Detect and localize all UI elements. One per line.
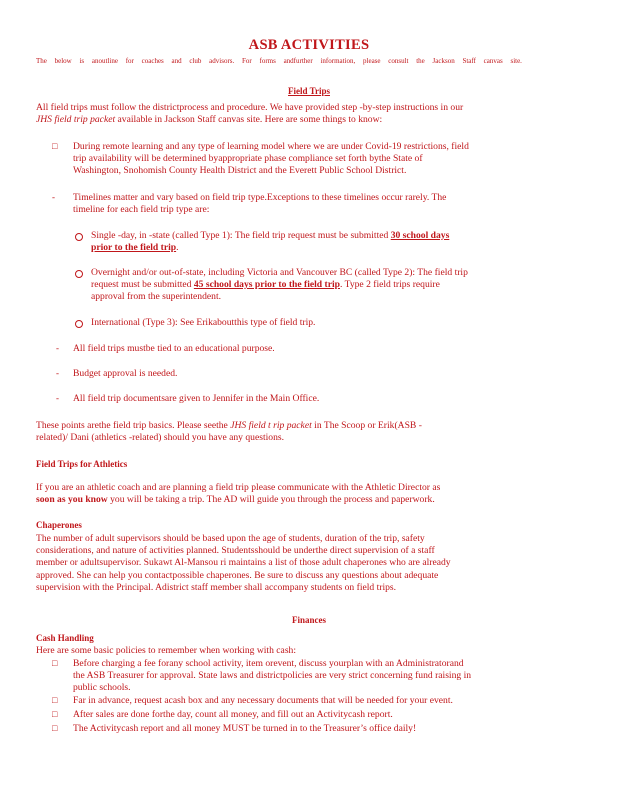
dash-marker: - <box>56 393 59 403</box>
page-subtitle: The below is anoutline for coaches and club advisors. For forms andfurther information, please consult the Jackson Staff canvas site. <box>36 57 522 65</box>
circle-bullet-icon <box>75 320 83 330</box>
bullet-marker-icon: □ <box>52 695 58 705</box>
dash-marker: - <box>52 192 55 202</box>
dash-item: Budget approval is needed. <box>73 368 178 379</box>
cash-bullet: After sales are done forthe day, count all money, and fill out an Activitycash report. <box>73 709 393 720</box>
circle-bullet-icon <box>75 233 83 243</box>
athletics-heading: Field Trips for Athletics <box>36 459 128 469</box>
cash-bullet: Before charging a fee forany school activity, item orevent, discuss yourplan with an Administratorand the ASB Treasurer for approval. State laws and districtpolicies are very strict concerning fund raising in public schools. <box>73 658 472 694</box>
cash-bullet: The Activitycash report and all money MUST be turned in to the Treasurer’s office daily! <box>73 723 417 734</box>
covid-bullet: During remote learning and any type of learning model where we are under Covid-19 restrictions, field trip availability will be determined byappropriate phase compliance set forth bythe State of Washington, Snohomish County Health District and the Everett Public School District. <box>73 141 469 177</box>
circle-bullet-icon <box>75 270 83 280</box>
bullet-marker-icon: □ <box>52 141 58 151</box>
type3-item: International (Type 3): See Erikaboutthis type of field trip. <box>91 317 316 328</box>
bullet-marker-icon: □ <box>52 658 58 668</box>
bullet-marker-icon: □ <box>52 709 58 719</box>
type2-item: Overnight and/or out-of-state, including Victoria and Vancouver BC (called Type 2): The field trip request must be submitted 45 school days prior to the field trip. Type 2 field trips require approval from the superintendent. <box>91 267 468 303</box>
dash-marker: - <box>56 343 59 353</box>
finances-heading: Finances <box>291 615 326 625</box>
field-trips-heading: Field Trips <box>288 86 330 96</box>
page-title: ASB ACTIVITIES <box>248 37 370 53</box>
timelines-bullet: Timelines matter and vary based on field trip type.Exceptions to these timelines occur rarely. The timeline for each field trip type are: <box>73 192 447 216</box>
dash-item: All field trips mustbe tied to an educational purpose. <box>73 343 275 354</box>
chaperones-paragraph: The number of adult supervisors should be based upon the age of students, duration of the trip, safety considerations, and nature of activities planned. Studentsshould be underthe direct supervision of a staff member or adultsupervisor. Sukawt Al-Mansou ri maintains a list of those adult chaperones who are already approved. She can help you contactpossible chaperones. Be sure to discuss any questions about adequate supervision with the Principal. Adistrict staff member shall accompany students on field trips. <box>36 533 451 593</box>
field-trips-closing: These points arethe field trip basics. Please seethe JHS field t rip packet in The Scoop or Erik(ASB - related)/ Dani (athletics -related) should you have any questions. <box>36 420 422 444</box>
cash-handling-heading: Cash Handling <box>36 633 94 643</box>
type1-item: Single -day, in -state (called Type 1): The field trip request must be submitted 30 school days prior to the field trip. <box>91 230 450 254</box>
field-trips-intro: All field trips must follow the districtprocess and procedure. We have provided step -by-step instructions in our JHS field trip packet available in Jackson Staff canvas site. Here are some things to know: <box>36 102 464 126</box>
bullet-marker-icon: □ <box>52 723 58 733</box>
dash-item: All field trip documentsare given to Jennifer in the Main Office. <box>73 393 320 404</box>
chaperones-heading: Chaperones <box>36 520 82 530</box>
cash-intro: Here are some basic policies to remember when working with cash: <box>36 645 297 656</box>
dash-marker: - <box>56 368 59 378</box>
athletics-paragraph: If you are an athletic coach and are planning a field trip please communicate with the Athletic Director as soon as you know you will be taking a trip. The AD will guide you through the process and paperwork. <box>36 482 441 506</box>
cash-bullet: Far in advance, request acash box and any necessary documents that will be needed for your event. <box>73 695 453 706</box>
